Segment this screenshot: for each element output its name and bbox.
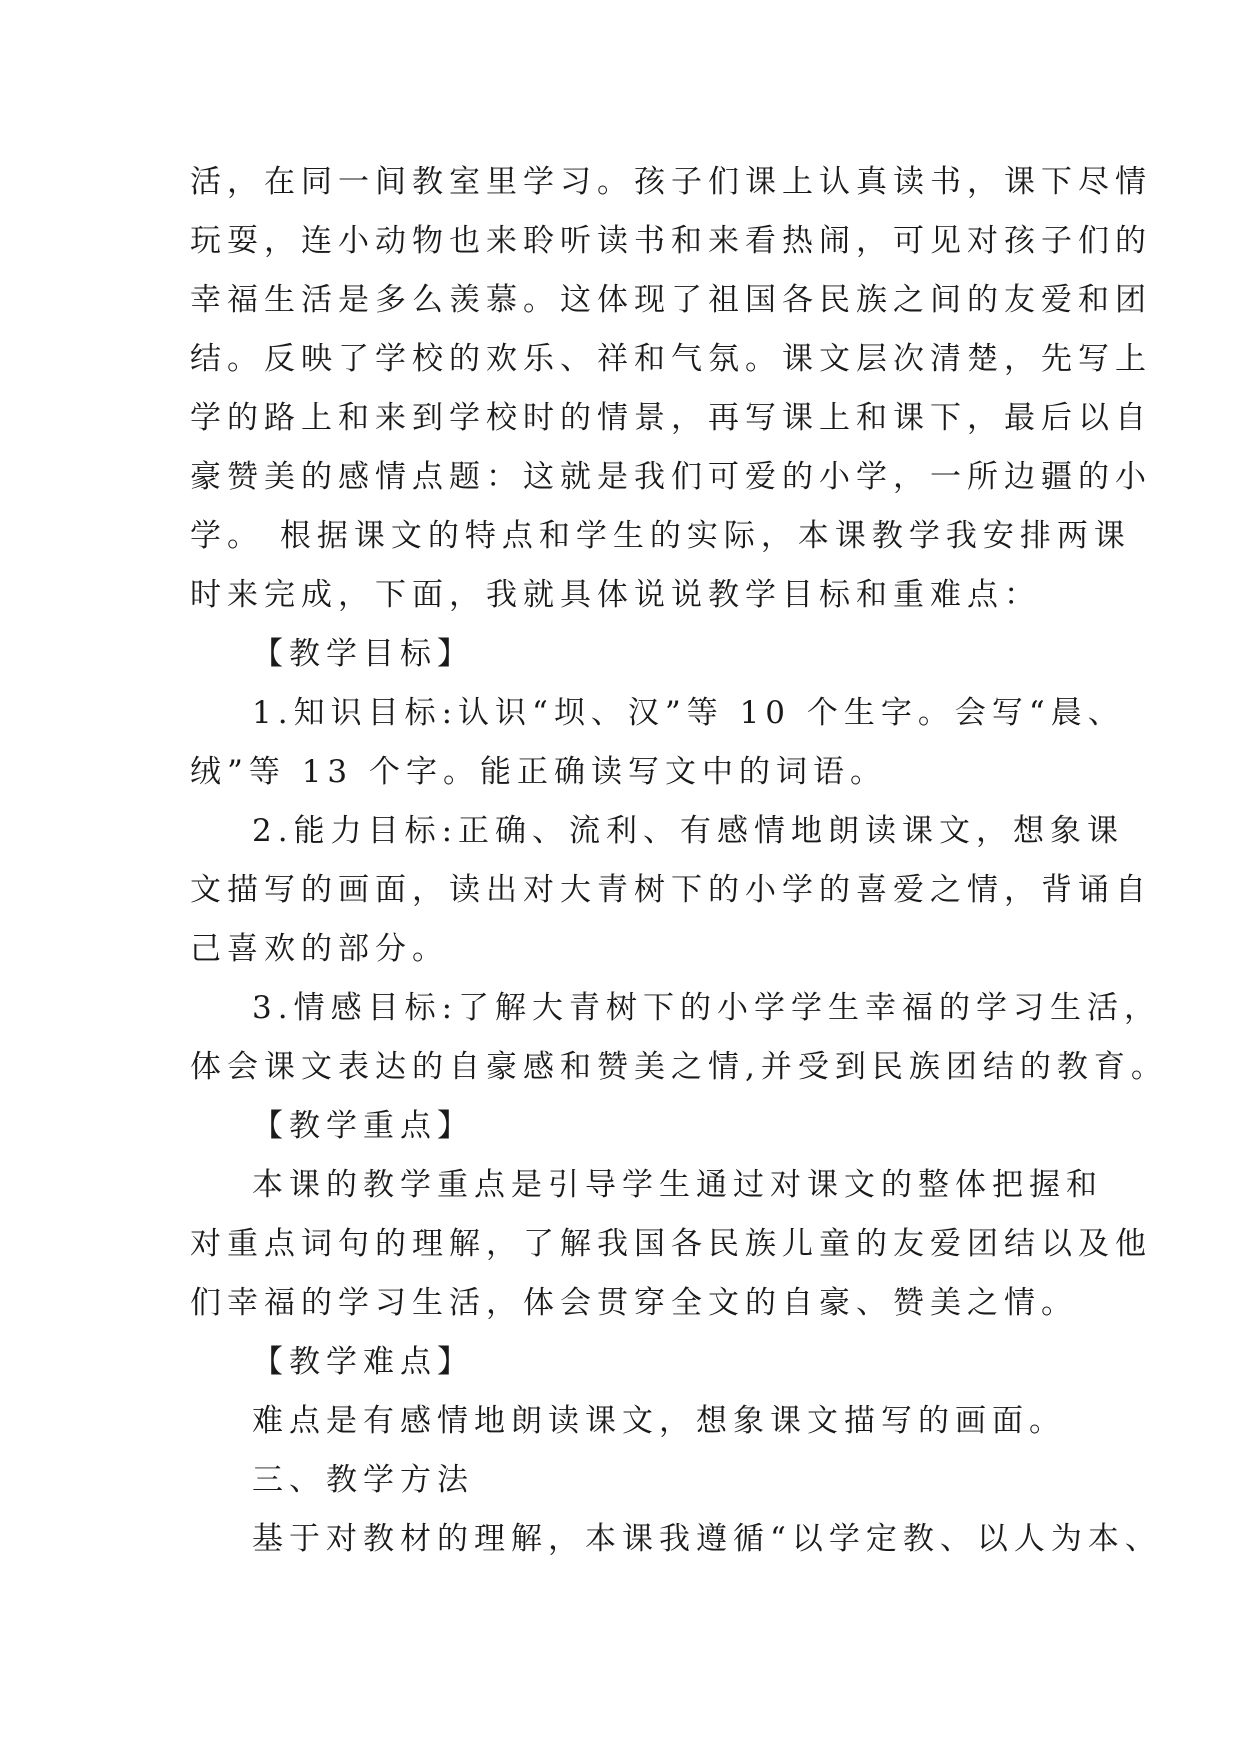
text-line: 绒”等 13 个字。能正确读写文中的词语。 [190, 754, 888, 790]
text-line: 们幸福的学习生活，体会贯穿全文的自豪、赞美之情。 [190, 1285, 1078, 1321]
text-line: 【教学目标】 [252, 636, 474, 672]
text-line: 结。反映了学校的欢乐、祥和气氛。课文层次清楚，先写上 [190, 341, 1152, 377]
text-line: 【教学难点】 [252, 1344, 474, 1380]
text-line: 2.能力目标:正确、流利、有感情地朗读课文，想象课 [252, 813, 1125, 849]
text-line: 本课的教学重点是引导学生通过对课文的整体把握和 [252, 1167, 1103, 1203]
text-line: 对重点词句的理解，了解我国各民族儿童的友爱团结以及他 [190, 1226, 1152, 1262]
text-line: 1.知识目标:认识“坝、汉”等 10 个生字。会写“晨、 [252, 695, 1125, 731]
document-body [190, 153, 1168, 1569]
text-line: 3.情感目标:了解大青树下的小学学生幸福的学习生活， [252, 990, 1162, 1026]
text-line: 活，在同一间教室里学习。孩子们课上认真读书，课下尽情 [190, 164, 1152, 200]
text-line: 文描写的画面，读出对大青树下的小学的喜爱之情，背诵自 [190, 872, 1152, 908]
text-line: 难点是有感情地朗读课文，想象课文描写的画面。 [252, 1403, 1066, 1439]
text-line: 三、教学方法 [252, 1462, 474, 1498]
text-line: 学。 根据课文的特点和学生的实际，本课教学我安排两课 [190, 518, 1131, 554]
text-line: 体会课文表达的自豪感和赞美之情,并受到民族团结的教育。 [190, 1049, 1168, 1085]
text-line: 学的路上和来到学校时的情景，再写课上和课下，最后以自 [190, 400, 1152, 436]
text-line: 时来完成，下面，我就具体说说教学目标和重难点： [190, 577, 1041, 613]
text-line: 豪赞美的感情点题：这就是我们可爱的小学，一所边疆的小 [190, 459, 1152, 495]
text-line: 己喜欢的部分。 [190, 931, 449, 967]
text-line: 玩耍，连小动物也来聆听读书和来看热闹，可见对孩子们的 [190, 223, 1152, 259]
text-line: 【教学重点】 [252, 1108, 474, 1144]
text-line: 幸福生活是多么羡慕。这体现了祖国各民族之间的友爱和团 [190, 282, 1152, 318]
text-line: 基于对教材的理解，本课我遵循“以学定教、以人为本、 [252, 1521, 1162, 1557]
